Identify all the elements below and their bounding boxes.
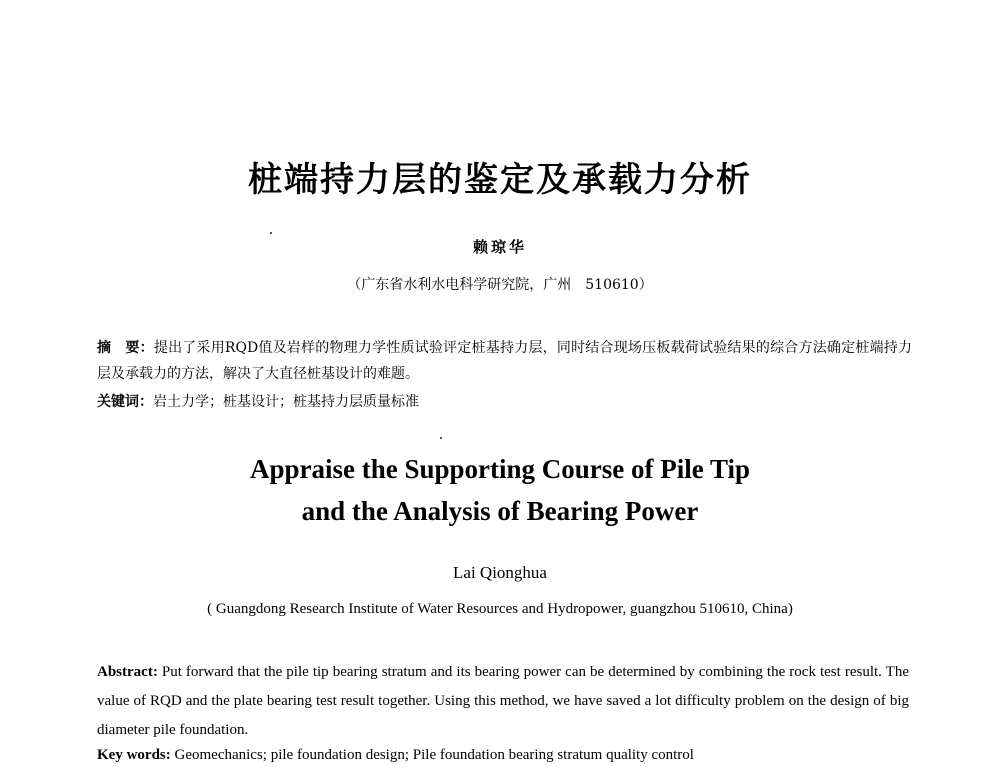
english-author: Lai Qionghua <box>453 563 547 582</box>
english-abstract-label: Abstract: <box>97 664 158 680</box>
chinese-abstract-label: 摘 要： <box>97 340 154 356</box>
english-keywords <box>97 743 909 767</box>
chinese-author: 赖琼华 <box>472 238 527 256</box>
chinese-keywords <box>97 389 912 415</box>
chinese-keywords-text: 岩土力学；桩基设计；桩基持力层质量标准 <box>153 394 419 410</box>
chinese-abstract <box>97 335 912 387</box>
english-keywords-label: Key words: <box>97 747 171 763</box>
chinese-title: 桩端持力层的鉴定及承载力分析 <box>248 160 752 200</box>
english-abstract-text: Put forward that the pile tip bearing stratum and its bearing power can be determined by combining the rock test result. The value of RQD and the plate bearing test result together. Using this method, we have saved a lot difficulty problem on the design of big diameter pile foundation. <box>97 664 909 738</box>
scan-speck <box>270 232 272 234</box>
scan-speck <box>440 437 442 439</box>
chinese-abstract-text: 提出了采用RQD值及岩样的物理力学性质试验评定桩基持力层，同时结合现场压板载荷试验结果的综合方法确定桩端持力层及承载力的方法，解决了大直径桩基设计的难题。 <box>97 340 912 382</box>
english-keywords-text: Geomechanics; pile foundation design; Pile foundation bearing stratum quality control <box>170 747 694 763</box>
chinese-keywords-label: 关键词： <box>97 394 153 410</box>
english-title-line2: and the Analysis of Bearing Power <box>301 496 699 526</box>
chinese-affiliation: （广东省水利水电科学研究院，广州 510610） <box>347 277 653 293</box>
english-affiliation: ( Guangdong Research Institute of Water Resources and Hydropower, guangzhou 510610, China) <box>207 601 793 617</box>
english-title <box>0 448 1000 532</box>
english-abstract <box>97 658 909 745</box>
english-title-line1: Appraise the Supporting Course of Pile Tip <box>249 454 751 484</box>
